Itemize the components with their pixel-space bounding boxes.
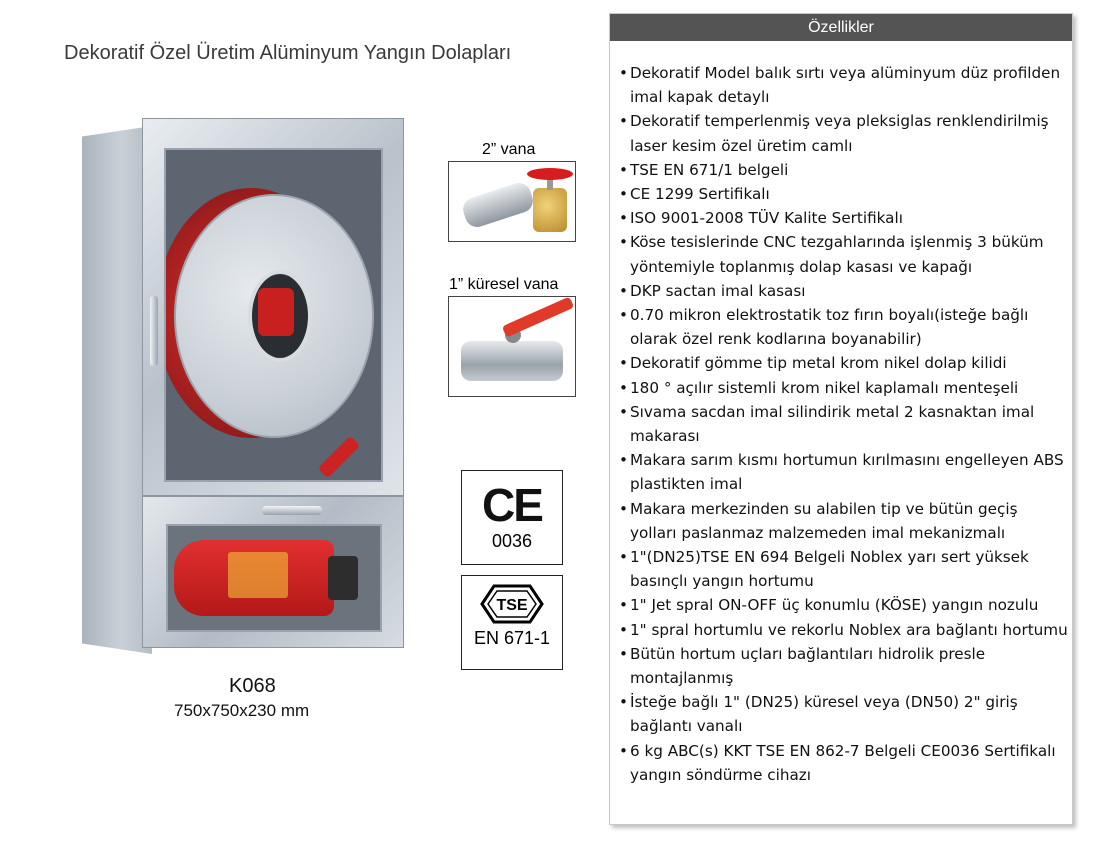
feature-item: • CE 1299 Sertifikalı: [620, 182, 1068, 206]
brass-valve-body: [533, 188, 567, 232]
reel-brand-label: [258, 288, 294, 336]
compartment-handle: [262, 506, 322, 515]
feature-item: • Dekoratif gömme tip metal krom nikel dolap kilidi: [620, 351, 1068, 375]
extinguisher-valve-head: [328, 556, 358, 600]
compartment-glass-window: [166, 524, 382, 632]
model-code: K068: [229, 675, 276, 697]
feature-item: • 6 kg ABC(s) KKT TSE EN 862-7 Belgeli CE0036 Sertifikalı yangın söndürme cihazı: [620, 739, 1068, 787]
hose-nozzle: [318, 436, 360, 478]
ce-notified-body-number: 0036: [491, 531, 533, 551]
one-inch-ball-valve-label: 1” küresel vana: [449, 276, 559, 293]
feature-item: • 1"(DN25)TSE EN 694 Belgeli Noblex yarı sert yüksek basınçlı yangın hortumu: [620, 545, 1068, 593]
tse-logo: [470, 582, 554, 626]
two-inch-valve-label: 2” vana: [482, 141, 536, 158]
tse-badge: [461, 575, 563, 670]
storz-coupling: [460, 180, 536, 230]
ce-badge: [461, 470, 563, 565]
feature-item: • Makara sarım kısmı hortumun kırılmasını engelleyen ABS plastikten imal: [620, 448, 1068, 496]
feature-item: • DKP sactan imal kasası: [620, 279, 1068, 303]
feature-item: • TSE EN 671/1 belgeli: [620, 158, 1068, 182]
tse-logo-text: TSE: [496, 597, 528, 614]
one-inch-ball-valve-image: [448, 296, 576, 397]
cabinet-glass-window: [164, 148, 383, 482]
feature-item: • 1" Jet spral ON-OFF üç konumlu (KÖSE) yangın nozulu: [620, 593, 1068, 617]
door-handle: [150, 296, 158, 366]
fire-cabinet-image: [82, 118, 404, 652]
ce-mark-logo: CE: [482, 479, 542, 531]
extinguisher-label: [228, 552, 288, 598]
cabinet-dimensions: 750x750x230 mm: [174, 701, 310, 720]
feature-item: • İsteğe bağlı 1" (DN25) küresel veya (DN50) 2" giriş bağlantı vanalı: [620, 690, 1068, 738]
red-lever-handle-icon: [502, 296, 574, 337]
feature-item: • 180 ° açılır sistemli krom nikel kaplamalı menteşeli: [620, 376, 1068, 400]
feature-item: • Makara merkezinden su alabilen tip ve bütün geçiş yolları paslanmaz malzemeden imal mekanizmalı: [620, 497, 1068, 545]
ball-valve-body: [461, 341, 563, 381]
features-panel: [609, 13, 1073, 825]
page-title: Dekoratif Özel Üretim Alüminyum Yangın Dolapları: [64, 42, 512, 64]
tse-standard-number: EN 671-1: [473, 628, 551, 648]
feature-item: • Dekoratif temperlenmiş veya pleksiglas renklendirilmiş laser kesim özel üretim camlı: [620, 109, 1068, 157]
features-list: [620, 61, 1068, 787]
feature-item: • 0.70 mikron elektrostatik toz fırın boyalı(isteğe bağlı olarak özel renk kodlarına boyanabilir): [620, 303, 1068, 351]
feature-item: • 1" spral hortumlu ve rekorlu Noblex ara bağlantı hortumu: [620, 618, 1068, 642]
feature-item: • Dekoratif Model balık sırtı veya alüminyum düz profilden imal kapak detaylı: [620, 61, 1068, 109]
red-handwheel-icon: [527, 168, 573, 180]
feature-item: • Köse tesislerinde CNC tezgahlarında işlenmiş 3 büküm yöntemiyle toplanmış dolap kasası ve kapağı: [620, 230, 1068, 278]
two-inch-valve-image: [448, 161, 576, 242]
feature-item: • ISO 9001-2008 TÜV Kalite Sertifikalı: [620, 206, 1068, 230]
features-header: Özellikler: [610, 14, 1072, 41]
feature-item: • Bütün hortum uçları bağlantıları hidrolik presle montajlanmış: [620, 642, 1068, 690]
feature-item: • Sıvama sacdan imal silindirik metal 2 kasnaktan imal makarası: [620, 400, 1068, 448]
